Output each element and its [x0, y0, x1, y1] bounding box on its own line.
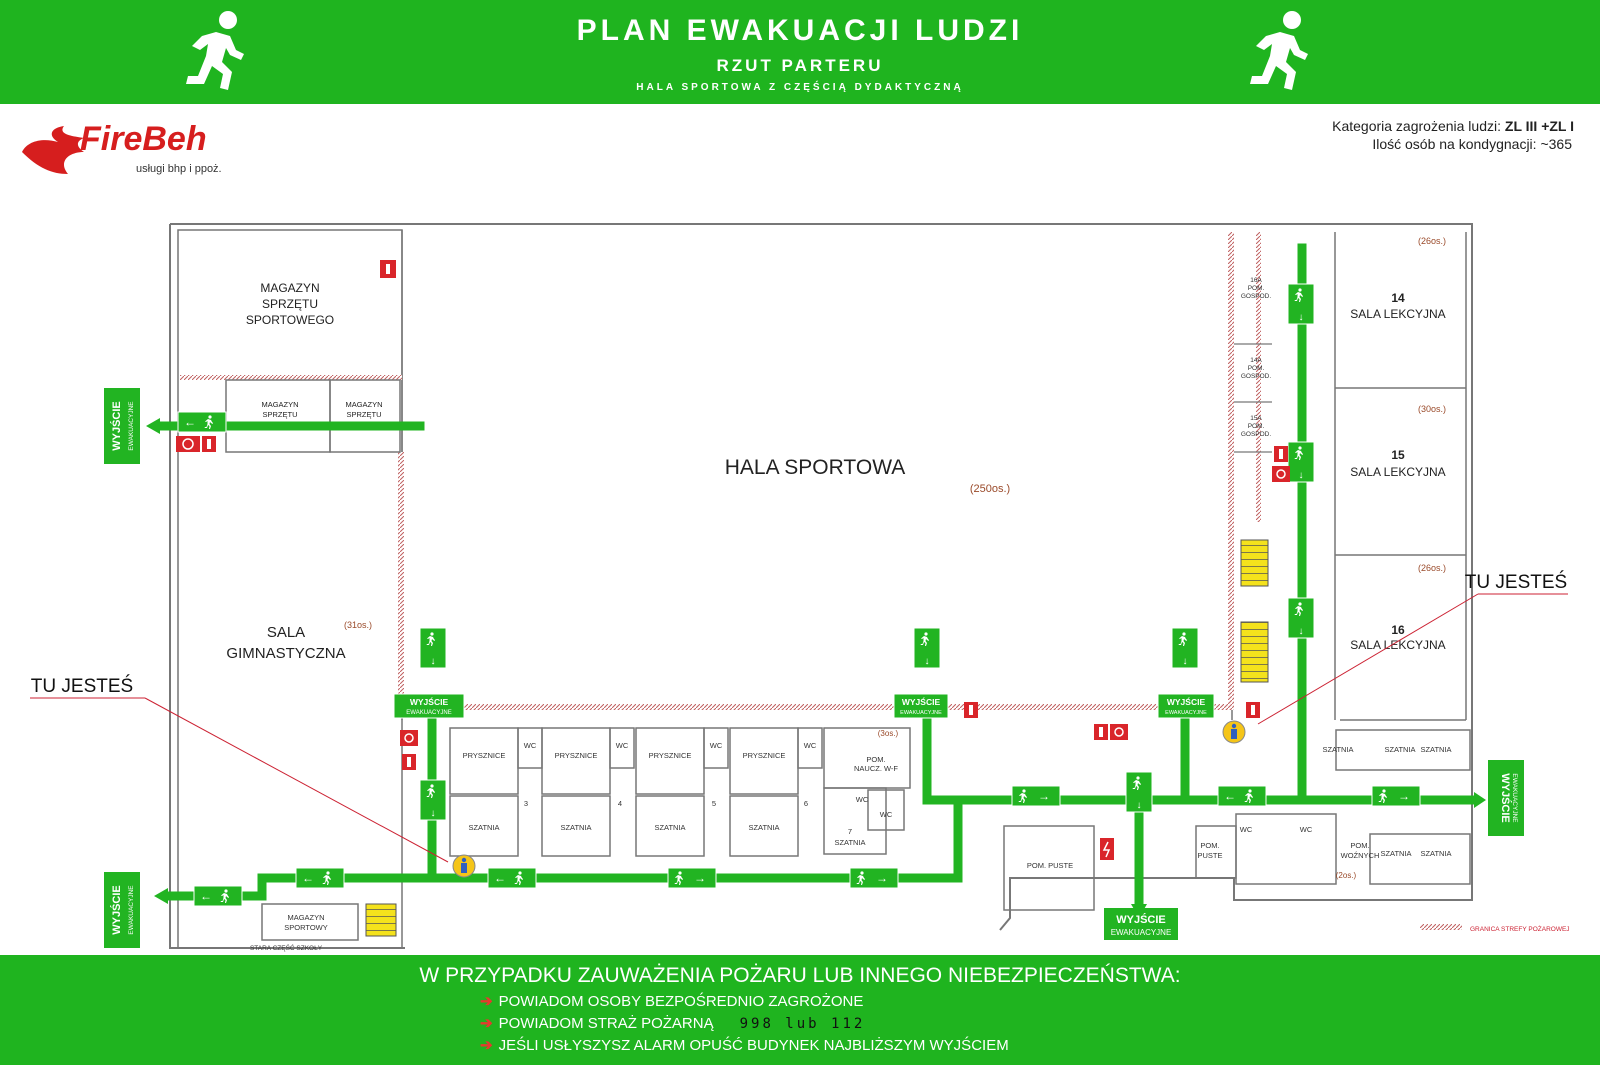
svg-text:SALA LEKCYJNA: SALA LEKCYJNA — [1350, 307, 1446, 321]
alert-heading: W PRZYPADKU ZAUWAŻENIA POŻARU LUB INNEGO NIEBEZPIECZEŃSTWA: — [419, 964, 1181, 987]
exit-direction-sign — [1288, 442, 1314, 482]
exit-direction-sign — [420, 780, 446, 820]
logo-name: FireBeh — [80, 120, 207, 158]
route-arrow — [154, 888, 168, 904]
exit-direction-sign — [296, 868, 344, 888]
exit-sign-west-top — [104, 388, 140, 464]
svg-text:SZATNIA: SZATNIA — [1380, 849, 1412, 858]
plan-title: PLAN EWAKUACJI LUDZI — [576, 14, 1024, 47]
exit-sign-west-bottom — [104, 872, 140, 948]
svg-text:↓: ↓ — [924, 656, 930, 667]
old-school-label: STARA CZĘŚĆ SZKOŁY — [249, 945, 323, 952]
svg-text:PRYSZNICE: PRYSZNICE — [554, 751, 598, 760]
svg-text:WC: WC — [1299, 825, 1313, 834]
svg-text:WC: WC — [615, 741, 629, 750]
emergency-phone: 998 lub 112 — [739, 1016, 866, 1032]
svg-text:WC: WC — [803, 741, 817, 750]
lower-right-walls — [1004, 730, 1470, 910]
building-name: HALA SPORTOWA Z CZĘŚCIĄ DYDAKTYCZNĄ — [636, 82, 964, 93]
svg-text:WYJŚCIE: WYJŚCIE — [1166, 697, 1206, 707]
svg-text:TU JESTEŚ: TU JESTEŚ — [30, 676, 134, 697]
svg-text:←: ← — [302, 871, 314, 885]
svg-text:←: ← — [200, 889, 212, 903]
svg-text:←: ← — [494, 871, 506, 885]
svg-text:EWAKUACYJNE: EWAKUACYJNE — [1110, 928, 1172, 937]
classroom-capacities — [1418, 236, 1446, 573]
svg-text:→: → — [876, 871, 888, 885]
exit-direction-sign — [850, 868, 898, 888]
power-switch-icon — [1100, 838, 1114, 860]
svg-text:POM.: POM. — [1247, 423, 1265, 430]
svg-text:NAUCZ. W-F: NAUCZ. W-F — [853, 764, 899, 773]
exit-direction-sign — [1372, 786, 1420, 806]
svg-text:↓: ↓ — [1298, 470, 1304, 481]
exit-direction-sign — [1126, 772, 1152, 812]
svg-text:↓: ↓ — [430, 656, 436, 667]
svg-text:TU JESTEŚ: TU JESTEŚ — [1464, 572, 1568, 593]
hazard-category: Kategoria zagrożenia ludzi: ZL III +ZL I — [1332, 118, 1574, 134]
svg-text:(26os.): (26os.) — [1417, 236, 1447, 246]
svg-text:PUSTE: PUSTE — [1197, 851, 1223, 860]
svg-text:EWAKUACYJNE: EWAKUACYJNE — [128, 401, 135, 451]
exit-direction-sign — [914, 628, 940, 668]
stairs — [1241, 540, 1268, 586]
svg-text:EWAKUACYJNE: EWAKUACYJNE — [900, 710, 942, 716]
svg-text:WC: WC — [1239, 825, 1253, 834]
fire-extinguisher-icons — [202, 260, 1288, 770]
gym-capacity: (31os.) — [343, 620, 373, 630]
svg-text:SPRZĘTU: SPRZĘTU — [261, 297, 319, 311]
building-walls — [170, 224, 1472, 948]
exit-direction-sign — [194, 886, 242, 906]
svg-text:SPORTOWEGO: SPORTOWEGO — [252, 420, 308, 429]
svg-text:SALA LEKCYJNA: SALA LEKCYJNA — [1350, 465, 1446, 479]
svg-text:←: ← — [1224, 789, 1236, 803]
svg-text:SZATNIA: SZATNIA — [748, 823, 780, 832]
svg-text:→: → — [1038, 789, 1050, 803]
exit-direction-sign — [488, 868, 536, 888]
svg-text:SZATNIA: SZATNIA — [1420, 745, 1452, 754]
svg-text:MAGAZYN: MAGAZYN — [287, 913, 325, 922]
svg-text:SZATNIA: SZATNIA — [560, 823, 592, 832]
svg-text:WYJŚCIE: WYJŚCIE — [1499, 773, 1511, 823]
svg-text:WOŹNYCH: WOŹNYCH — [1340, 851, 1380, 860]
svg-text:(30os.): (30os.) — [1417, 404, 1447, 414]
fire-zone-border — [180, 232, 1462, 930]
svg-text:PRYSZNICE: PRYSZNICE — [462, 751, 506, 760]
svg-text:→: → — [1398, 789, 1410, 803]
svg-text:14A: 14A — [1250, 357, 1262, 364]
svg-text:7: 7 — [847, 827, 853, 836]
alert-line-1: ➔ POWIADOM OSOBY BEZPOŚREDNIO ZAGROŻONE — [480, 993, 864, 1010]
svg-text:WYJŚCIE: WYJŚCIE — [901, 697, 941, 707]
classrooms — [1350, 291, 1445, 652]
hall-label: HALA SPORTOWA — [724, 456, 906, 479]
route-arrow — [1474, 792, 1486, 808]
svg-text:PRYSZNICE: PRYSZNICE — [742, 751, 786, 760]
svg-text:GOSPOD.: GOSPOD. — [1240, 373, 1272, 380]
svg-text:WYJŚCIE: WYJŚCIE — [409, 697, 449, 707]
svg-text:SPRZĘTU: SPRZĘTU — [346, 410, 382, 419]
svg-text:GOSPOD.: GOSPOD. — [1240, 293, 1272, 300]
svg-text:SPORTOWEGO: SPORTOWEGO — [245, 313, 335, 327]
svg-text:WC: WC — [523, 741, 537, 750]
svg-text:↓: ↓ — [430, 808, 436, 819]
svg-text:14: 14 — [1391, 291, 1405, 305]
stairs — [366, 904, 396, 936]
exit-direction-sign — [668, 868, 716, 888]
svg-text:WC: WC — [879, 810, 893, 819]
svg-text:POM.: POM. — [1247, 285, 1265, 292]
exit-direction-sign — [1288, 284, 1314, 324]
svg-text:MAGAZYN: MAGAZYN — [260, 281, 320, 295]
svg-text:SZATNIA: SZATNIA — [654, 823, 686, 832]
svg-text:↓: ↓ — [1298, 312, 1304, 323]
arrow-icon: ➔ — [480, 1015, 493, 1032]
svg-text:SZATNIA: SZATNIA — [834, 838, 866, 847]
svg-text:3: 3 — [523, 799, 529, 808]
svg-text:16A: 16A — [1250, 277, 1262, 284]
svg-text:SALA LEKCYJNA: SALA LEKCYJNA — [1350, 638, 1446, 652]
exit-direction-sign — [178, 412, 226, 432]
svg-text:PRYSZNICE: PRYSZNICE — [648, 751, 692, 760]
teacher-room-capacity: (3os.) — [877, 729, 899, 738]
alert-line-3: ➔ JEŚLI USŁYSZYSZ ALARM OPUŚĆ BUDYNEK NAJBLIŻSZYM WYJŚCIEM — [480, 1037, 1009, 1054]
gym-room-label — [226, 624, 345, 662]
svg-text:WYJŚCIE: WYJŚCIE — [111, 885, 123, 935]
svg-text:MAGAZYN: MAGAZYN — [345, 400, 383, 409]
svg-text:SZATNIA: SZATNIA — [468, 823, 500, 832]
svg-text:WC: WC — [855, 795, 869, 804]
svg-text:EWAKUACYJNE: EWAKUACYJNE — [1511, 773, 1518, 823]
svg-text:15: 15 — [1391, 448, 1405, 462]
lower-right-labels — [1027, 745, 1452, 870]
exit-direction-sign — [1218, 786, 1266, 806]
svg-text:SZATNIA: SZATNIA — [1420, 849, 1452, 858]
stairs — [1241, 622, 1268, 682]
svg-text:EWAKUACYJNE: EWAKUACYJNE — [406, 710, 452, 716]
svg-text:SZATNIA: SZATNIA — [1384, 745, 1416, 754]
storage-room-big — [246, 281, 334, 327]
arrow-icon: ➔ — [480, 993, 493, 1010]
svg-text:→: → — [694, 871, 706, 885]
svg-text:POM.: POM. — [1350, 841, 1370, 850]
svg-text:SPORTOWEGO: SPORTOWEGO — [336, 420, 392, 429]
svg-text:↓: ↓ — [1136, 800, 1142, 811]
svg-text:WYJŚCIE: WYJŚCIE — [1116, 914, 1166, 926]
svg-text:5: 5 — [711, 799, 717, 808]
sports-storage-walls — [262, 904, 358, 940]
exit-direction-sign — [1012, 786, 1060, 806]
svg-text:16: 16 — [1391, 623, 1405, 637]
caretaker-capacity: (2os.) — [1335, 871, 1357, 880]
svg-text:SALA: SALA — [266, 624, 306, 641]
svg-text:POM. PUSTE: POM. PUSTE — [1026, 861, 1074, 870]
svg-text:SPORTOWY: SPORTOWY — [284, 923, 328, 932]
svg-text:GIMNASTYCZNA: GIMNASTYCZNA — [226, 645, 346, 662]
svg-text:↓: ↓ — [1182, 656, 1188, 667]
svg-text:WC: WC — [709, 741, 723, 750]
exit-direction-sign — [420, 628, 446, 668]
svg-text:15A: 15A — [1250, 415, 1262, 422]
persons-count: Ilość osób na kondygnacji: ~365 — [1372, 136, 1572, 152]
svg-text:SPRZĘTU: SPRZĘTU — [262, 410, 298, 419]
sports-storage-label — [284, 913, 327, 932]
exit-sign-south — [1104, 908, 1178, 940]
svg-text:GOSPOD.: GOSPOD. — [1240, 431, 1272, 438]
svg-text:4: 4 — [617, 799, 623, 808]
svg-text:(26os.): (26os.) — [1417, 563, 1447, 573]
svg-text:EWAKUACYJNE: EWAKUACYJNE — [1165, 710, 1207, 716]
evacuation-routes — [160, 248, 1474, 904]
exit-direction-sign — [1172, 628, 1198, 668]
svg-text:↓: ↓ — [1298, 626, 1304, 637]
svg-text:←: ← — [184, 415, 196, 429]
svg-text:POM.: POM. — [866, 755, 886, 764]
svg-text:POM.: POM. — [1247, 365, 1265, 372]
exit-direction-sign — [1288, 598, 1314, 638]
svg-text:MAGAZYN: MAGAZYN — [261, 400, 299, 409]
alert-line-2: ➔ POWIADOM STRAŻ POŻARNĄ 998 lub 112 — [480, 1015, 866, 1032]
logo-tagline: usługi bhp i ppoż. — [136, 163, 222, 175]
svg-text:SZATNIA: SZATNIA — [1322, 745, 1354, 754]
svg-text:WYJŚCIE: WYJŚCIE — [111, 401, 123, 451]
locker-block-walls — [450, 728, 910, 856]
svg-text:EWAKUACYJNE: EWAKUACYJNE — [128, 885, 135, 935]
route-arrow — [146, 418, 160, 434]
you-are-here-marker — [1223, 571, 1568, 743]
svg-text:6: 6 — [803, 799, 809, 808]
plan-subtitle: RZUT PARTERU — [716, 56, 884, 75]
fire-zone-legend: GRANICA STREFY POŻAROWEJ — [1470, 926, 1570, 933]
arrow-icon: ➔ — [480, 1037, 493, 1054]
fire-hose-icons — [176, 436, 1290, 746]
hall-capacity: (250os.) — [969, 483, 1011, 495]
exit-sign-east — [1488, 760, 1524, 836]
svg-text:POM.: POM. — [1200, 841, 1220, 850]
